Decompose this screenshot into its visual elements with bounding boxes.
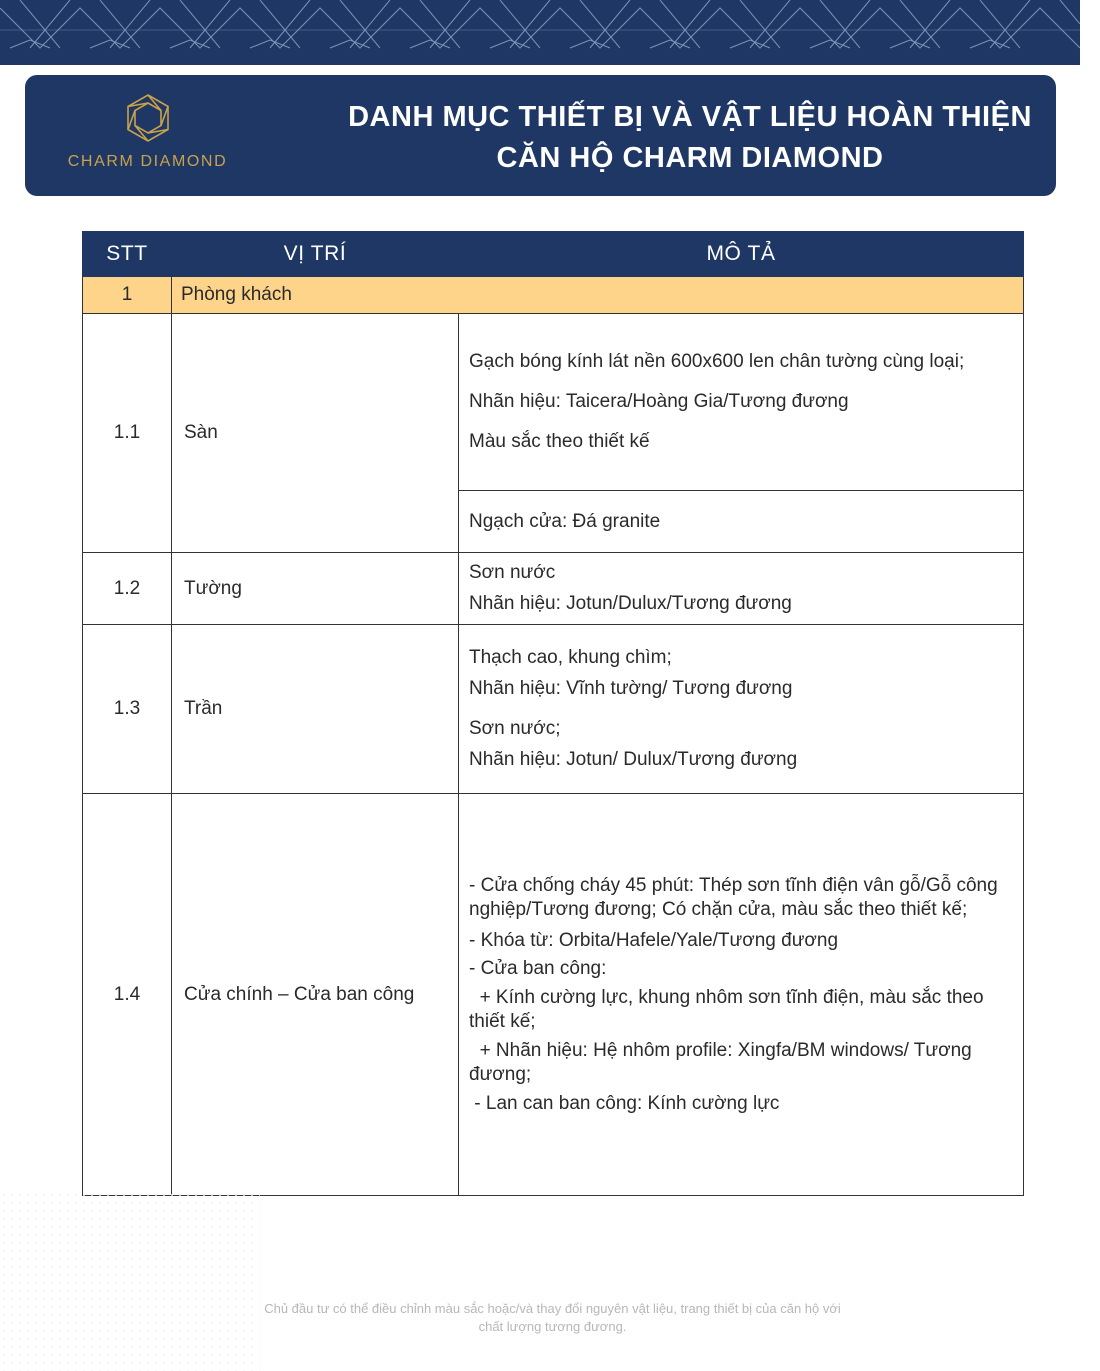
table-header-row [83, 232, 1024, 277]
desc-line: - Cửa ban công: [469, 957, 607, 979]
row-position: Cửa chính – Cửa ban công [172, 794, 459, 1196]
table-row [83, 625, 1024, 794]
row-number: 1.2 [83, 553, 172, 625]
row-position: Sàn [172, 314, 459, 553]
footer-line-1: Chủ đầu tư có thể điều chỉnh màu sắc hoặc/và thay đổi nguyên vật liệu, trang thiết bị của căn hộ với [264, 1301, 841, 1316]
table-row [83, 553, 1024, 625]
brand-logo [55, 93, 240, 183]
dot-pattern-decoration [0, 1191, 260, 1371]
desc-line: Sơn nước; [469, 718, 561, 739]
desc-line: - Khóa từ: Orbita/Hafele/Yale/Tương đương [469, 929, 839, 951]
row-position: Trần [172, 625, 459, 794]
brand-name: CHARM DIAMOND [67, 153, 228, 170]
row-number: 1.3 [83, 625, 172, 794]
title-line-2: CĂN HỘ CHARM DIAMOND [496, 142, 884, 174]
materials-table [82, 231, 1024, 1196]
header-stt: STT [83, 232, 172, 277]
desc-line: Màu sắc theo thiết kế [469, 431, 650, 452]
desc-line: Sơn nước [469, 562, 556, 583]
row-number: 1.1 [83, 314, 172, 553]
header-position: VỊ TRÍ [172, 232, 459, 277]
desc-line: Gạch bóng kính lát nền 600x600 len chân tường cùng loại; [469, 351, 965, 372]
row-description [459, 794, 1024, 1196]
desc-line: Nhãn hiệu: Jotun/Dulux/Tương đương [469, 593, 792, 614]
row-position: Tường [172, 553, 459, 625]
diamond-logo-icon [124, 93, 172, 143]
page-title [305, 97, 1075, 179]
section-number: 1 [83, 277, 172, 314]
desc-line: - Cửa chống cháy 45 phút: Thép sơn tĩnh điện vân gỗ/Gỗ công nghiệp/Tương đương; Có chặn cửa, màu sắc theo thiết kế; [469, 874, 998, 920]
row-description [459, 553, 1024, 625]
desc-line: Thạch cao, khung chìm; [469, 647, 672, 668]
desc-line: Nhãn hiệu: Vĩnh tường/ Tương đương [469, 678, 793, 699]
desc-line: Nhãn hiệu: Jotun/ Dulux/Tương đương [469, 749, 798, 770]
table-row [83, 794, 1024, 1196]
desc-line: + Kính cường lực, khung nhôm sơn tĩnh điện, màu sắc theo thiết kế; [469, 986, 989, 1032]
desc-line: + Nhãn hiệu: Hệ nhôm profile: Xingfa/BM windows/ Tương đương; [469, 1039, 978, 1085]
section-row [83, 277, 1024, 314]
desc-line: - Lan can ban công: Kính cường lực [469, 1092, 780, 1114]
desc-line: Nhãn hiệu: Taicera/Hoàng Gia/Tương đương [469, 391, 849, 412]
header-banner [25, 75, 1056, 196]
row-description [459, 314, 1024, 491]
footer-note [200, 1300, 905, 1336]
title-line-1: DANH MỤC THIẾT BỊ VÀ VẬT LIỆU HOÀN THIỆN [348, 101, 1032, 133]
top-pattern-band [0, 0, 1080, 65]
table-row [83, 314, 1024, 491]
row-number: 1.4 [83, 794, 172, 1196]
footer-line-2: chất lượng tương đương. [478, 1319, 627, 1334]
header-description: MÔ TẢ [459, 232, 1024, 277]
row-description [459, 625, 1024, 794]
section-label: Phòng khách [172, 277, 1024, 314]
geometric-pattern-icon [0, 0, 1080, 65]
row-description-extra: Ngạch cửa: Đá granite [459, 491, 1024, 553]
